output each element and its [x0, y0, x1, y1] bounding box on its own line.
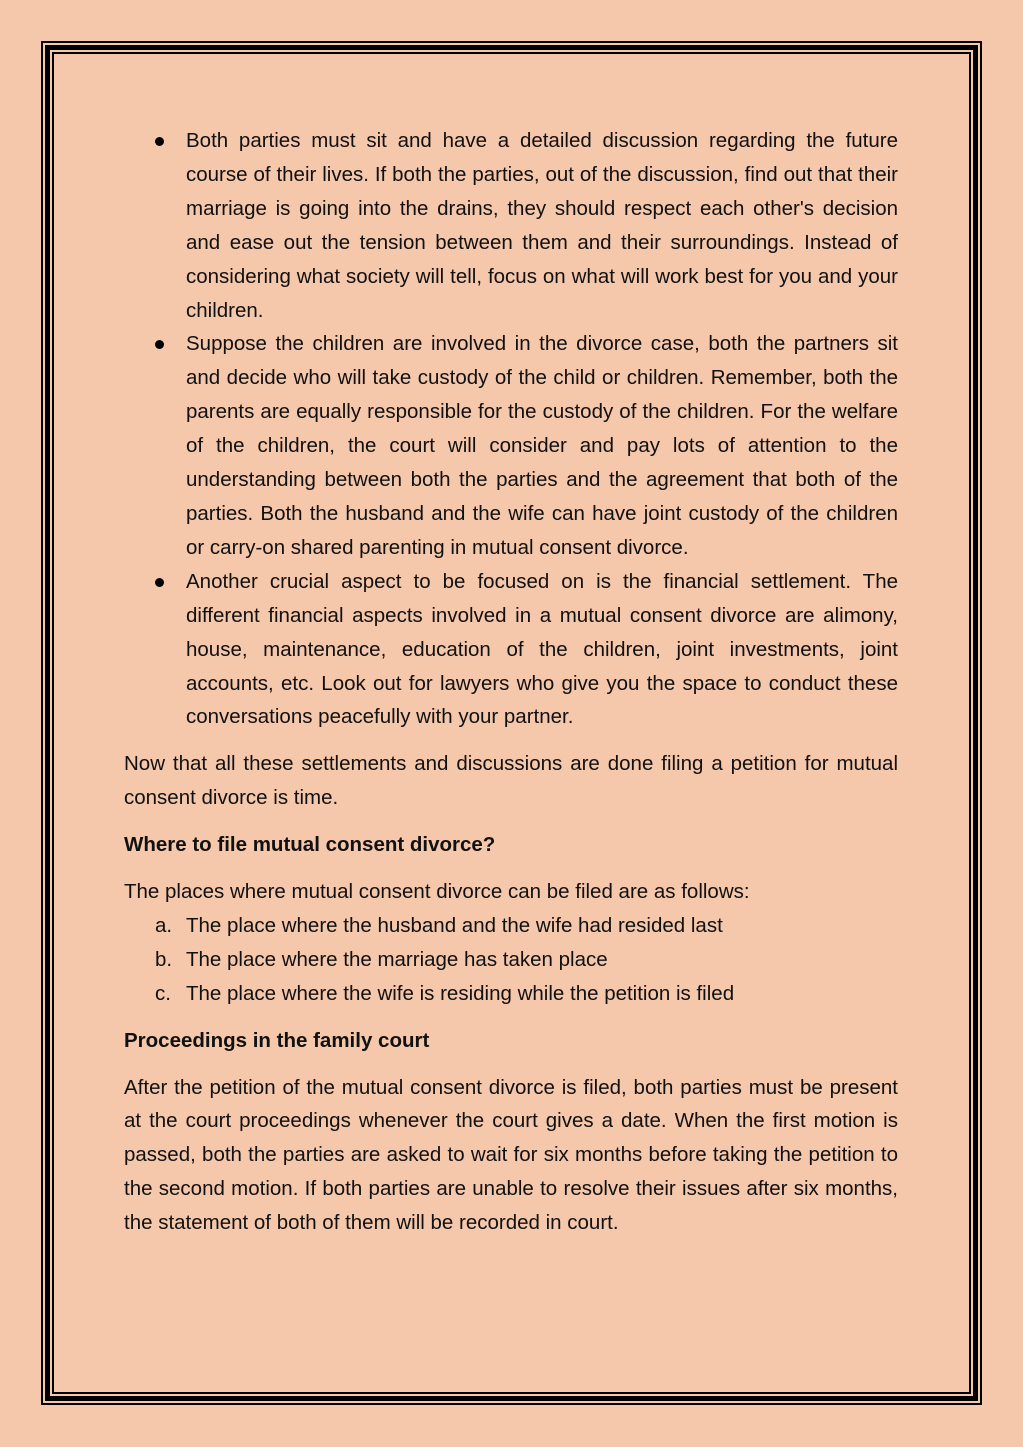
bullet-icon — [155, 578, 164, 587]
bullet-item-discussion — [124, 124, 898, 327]
bullet-text: Suppose the children are involved in the divorce case, both the partners sit and decide who will take custody of the child or children. Remember, both the parents are equally responsible for the custody of the children. For the welfare of the children, the court will consider and pay lots of attention to the understanding between both the parties and the agreement that both of the parties. Both the husband and the wife can have joint custody of the children or carry-on shared parenting in mutual consent divorce. — [186, 332, 898, 559]
bullet-icon — [155, 137, 164, 146]
list-item-text: The place where the husband and the wife had resided last — [186, 913, 723, 937]
bullet-text: Another crucial aspect to be focused on is the financial settlement. The different financial aspects involved in a mutual consent divorce are alimony, house, maintenance, education of the children, joint investments, joint accounts, etc. Look out for lawyers who give you the space to conduct these conversations peacefully with your partner. — [186, 569, 898, 729]
bullet-item-custody — [124, 327, 898, 564]
places-list-item — [124, 909, 898, 943]
places-list — [124, 909, 898, 1011]
bullet-text: Both parties must sit and have a detailed discussion regarding the future course of their lives. If both the parties, out of the discussion, find out that their marriage is going into the drains, they should respect each other's decision and ease out the tension between them and their surroundings. Instead of considering what society will tell, focus on what will work best for you and your children. — [186, 129, 898, 322]
list-marker: c. — [155, 981, 171, 1005]
bullet-icon — [155, 340, 164, 349]
heading-where-to-file: Where to file mutual consent divorce? — [124, 833, 496, 857]
heading-proceedings: Proceedings in the family court — [124, 1028, 430, 1052]
list-marker: a. — [155, 913, 173, 937]
paragraph-places-intro: The places where mutual consent divorce can be filed are as follows: — [124, 880, 750, 904]
bullet-item-financial — [124, 565, 898, 735]
list-item-text: The place where the marriage has taken place — [186, 947, 608, 971]
places-list-item — [124, 977, 898, 1011]
document-body — [124, 124, 898, 1240]
places-list-item — [124, 943, 898, 977]
list-marker: b. — [155, 947, 173, 971]
bullet-list — [124, 124, 898, 734]
paragraph-settlements-done: Now that all these settlements and discussions are done filing a petition for mutual consent divorce is time. — [124, 752, 898, 810]
list-item-text: The place where the wife is residing while the petition is filed — [186, 981, 735, 1005]
paragraph-proceedings: After the petition of the mutual consent divorce is filed, both parties must be present at the court proceedings whenever the court gives a date. When the first motion is passed, both the parties are asked to wait for six months before taking the petition to the second motion. If both parties are unable to resolve their issues after six months, the statement of both of them will be recorded in court. — [124, 1075, 898, 1235]
